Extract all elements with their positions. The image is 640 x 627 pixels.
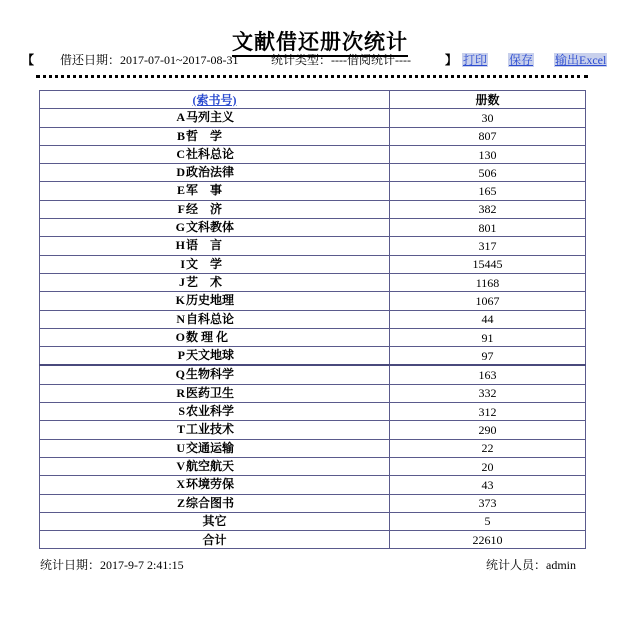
category-cell [40, 292, 390, 310]
category-cell [40, 219, 390, 237]
category-cell [40, 384, 390, 402]
class-name: 交通运输 [186, 440, 235, 455]
category-cell [40, 182, 390, 200]
class-code: C [176, 146, 185, 161]
class-code: S [178, 404, 185, 419]
count-cell: 382 [390, 200, 586, 218]
table-row [40, 182, 586, 200]
report-params [22, 51, 622, 69]
category-cell [40, 145, 390, 163]
class-code: P [177, 348, 185, 363]
count-cell: 130 [390, 145, 586, 163]
table-row [40, 384, 586, 402]
class-name: 经 济 [186, 201, 223, 216]
class-code: T [176, 422, 185, 437]
class-code: F [177, 201, 185, 216]
count-cell: 43 [390, 476, 586, 494]
count-cell: 20 [390, 457, 586, 475]
table-row [40, 164, 586, 182]
call-number-header[interactable]: (索书号) [40, 91, 390, 109]
other-row [40, 512, 586, 530]
class-name: 工业技术 [186, 422, 235, 437]
count-cell: 506 [390, 164, 586, 182]
count-cell: 317 [390, 237, 586, 255]
other-row-count: 5 [390, 512, 586, 530]
class-name: 文 学 [186, 256, 223, 271]
count-cell: 22 [390, 439, 586, 457]
report-title: 文献借还册次统计 [0, 26, 640, 56]
table-row [40, 310, 586, 328]
category-cell [40, 494, 390, 512]
category-cell [40, 476, 390, 494]
save-link[interactable]: 保存 [509, 53, 534, 67]
total-row-label: 合计 [40, 531, 390, 549]
stat-user: 统计人员：admin [486, 558, 576, 572]
count-cell: 91 [390, 328, 586, 346]
stat-date: 统计日期：2017-9-7 2:41:15 [40, 558, 184, 572]
category-cell [40, 255, 390, 273]
category-cell [40, 457, 390, 475]
total-row [40, 531, 586, 549]
class-name: 综合图书 [186, 495, 235, 510]
count-cell: 44 [390, 310, 586, 328]
class-code: U [176, 440, 185, 455]
class-name: 军 事 [186, 183, 223, 198]
class-name: 政治法律 [186, 165, 235, 180]
statistics-table [39, 90, 586, 549]
count-cell: 1067 [390, 292, 586, 310]
count-cell: 290 [390, 421, 586, 439]
count-cell: 1168 [390, 273, 586, 291]
class-name: 社科总论 [186, 146, 235, 161]
class-name: 艺 术 [186, 274, 223, 289]
class-code: Q [175, 367, 185, 382]
table-row [40, 109, 586, 127]
category-cell [40, 273, 390, 291]
class-name: 马列主义 [186, 110, 235, 125]
class-code: E [176, 183, 185, 198]
category-cell [40, 421, 390, 439]
table-row [40, 457, 586, 475]
class-code: H [175, 238, 185, 253]
count-cell: 163 [390, 365, 586, 384]
category-cell [40, 164, 390, 182]
class-name: 生物科学 [186, 367, 235, 382]
class-name: 医药卫生 [186, 385, 235, 400]
category-cell [40, 237, 390, 255]
table-row [40, 439, 586, 457]
class-code: N [176, 311, 185, 326]
class-name: 航空航天 [186, 458, 235, 473]
class-code: X [176, 477, 185, 492]
class-code: A [176, 110, 185, 125]
table-row [40, 403, 586, 421]
category-cell [40, 310, 390, 328]
class-name: 历史地理 [186, 293, 235, 308]
table-row [40, 145, 586, 163]
class-name: 文科教体 [186, 220, 235, 235]
table-row [40, 292, 586, 310]
class-code: B [176, 128, 185, 143]
table-row [40, 347, 586, 366]
other-row-label: 其它 [40, 512, 390, 530]
print-link[interactable]: 打印 [463, 53, 488, 67]
category-cell [40, 109, 390, 127]
table-row [40, 328, 586, 346]
class-code: J [179, 274, 185, 289]
table-row [40, 494, 586, 512]
table-row [40, 476, 586, 494]
class-name: 语 言 [186, 238, 223, 253]
table-row [40, 255, 586, 273]
export-excel-link[interactable]: 输出Excel [555, 53, 607, 67]
category-cell [40, 328, 390, 346]
class-code: G [175, 220, 185, 235]
table-row [40, 127, 586, 145]
category-cell [40, 347, 390, 366]
table-row [40, 237, 586, 255]
count-cell: 312 [390, 403, 586, 421]
table-row [40, 273, 586, 291]
category-cell [40, 403, 390, 421]
left-bracket: 【 [22, 53, 35, 67]
class-name: 自科总论 [186, 311, 235, 326]
class-code: R [176, 385, 185, 400]
class-name: 农业科学 [186, 404, 235, 419]
count-cell: 165 [390, 182, 586, 200]
count-cell: 30 [390, 109, 586, 127]
count-cell: 97 [390, 347, 586, 366]
stat-type: 统计类型：----借阅统计---- [271, 53, 411, 67]
right-bracket: 】 [445, 53, 458, 67]
total-row-count: 22610 [390, 531, 586, 549]
table-row [40, 219, 586, 237]
class-code: O [175, 329, 185, 344]
class-name: 环境劳保 [186, 477, 235, 492]
class-name: 哲 学 [186, 128, 223, 143]
class-code: K [175, 293, 185, 308]
count-cell: 807 [390, 127, 586, 145]
class-code: I [180, 256, 185, 271]
count-header: 册数 [390, 91, 586, 109]
count-cell: 15445 [390, 255, 586, 273]
category-cell [40, 439, 390, 457]
table-header-row [40, 91, 586, 109]
class-code: V [176, 458, 185, 473]
class-name: 天文地球 [186, 348, 235, 363]
count-cell: 332 [390, 384, 586, 402]
count-cell: 801 [390, 219, 586, 237]
category-cell [40, 200, 390, 218]
category-cell [40, 365, 390, 384]
dotted-divider [36, 75, 588, 78]
table-body [40, 109, 586, 549]
date-range: 借还日期：2017-07-01~2017-08-31 [60, 53, 239, 67]
class-name: 数 理 化 [186, 329, 229, 344]
table-row [40, 365, 586, 384]
class-code: Z [176, 495, 185, 510]
table-row [40, 421, 586, 439]
count-cell: 373 [390, 494, 586, 512]
class-code: D [176, 165, 185, 180]
category-cell [40, 127, 390, 145]
table-row [40, 200, 586, 218]
